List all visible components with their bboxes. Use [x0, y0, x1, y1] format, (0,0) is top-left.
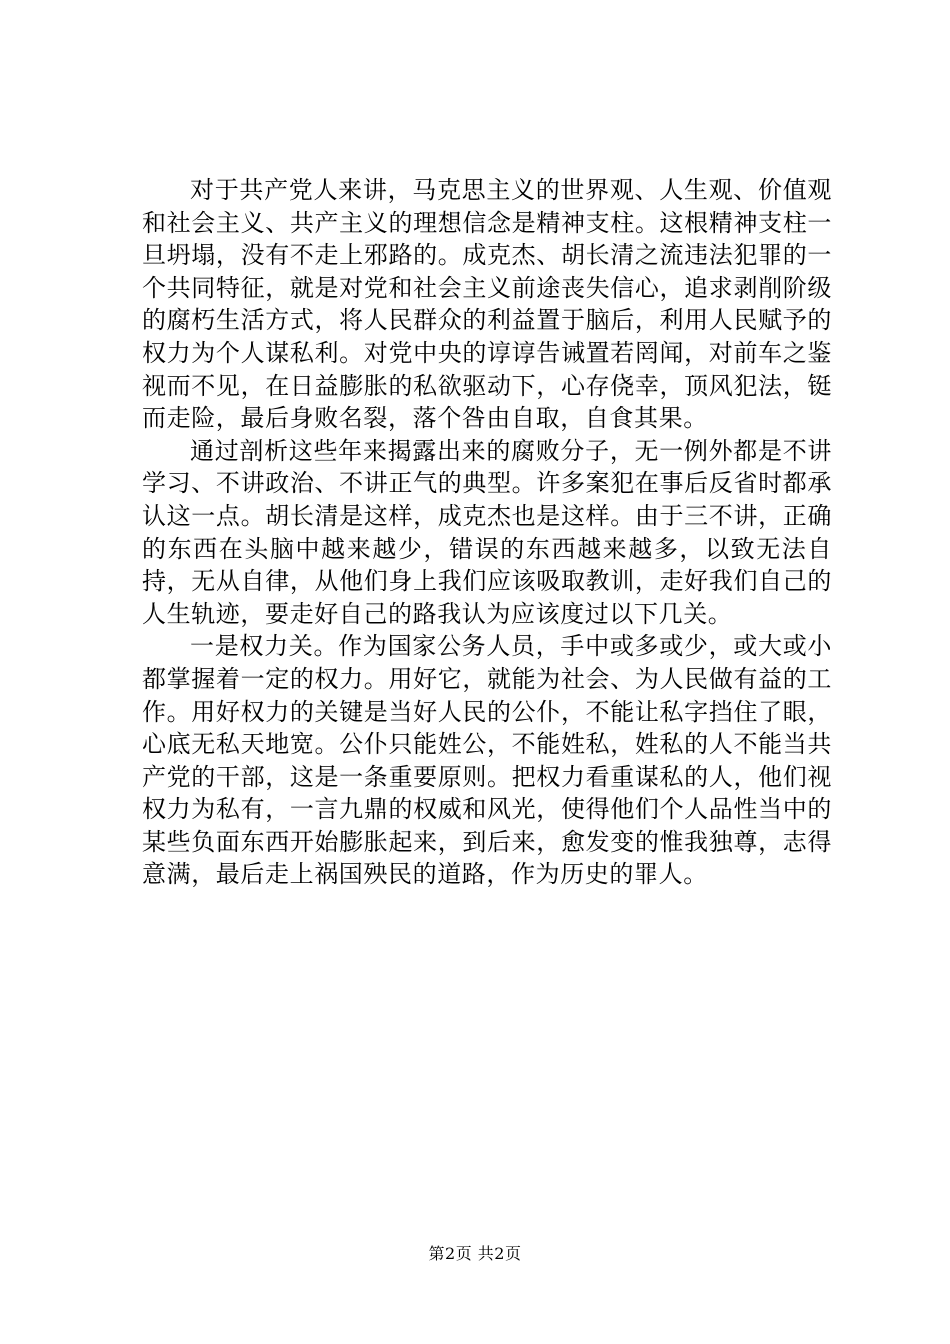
paragraph-lessons: 通过剖析这些年来揭露出来的腐败分子，无一例外都是不讲学习、不讲政治、不讲正气的典型。许多案犯在事后反省时都承认这一点。胡长清是这样，成克杰也是这样。由于三不讲，正确的东西在头脑中越来越少，错误的东西越来越多，以致无法自持，无从自律，从他们身上我们应该吸取教训，走好我们自己的人生轨迹，要走好自己的路我认为应该度过以下几关。 — [142, 436, 832, 628]
page-number-footer: 第2页 共2页 — [428, 1244, 522, 1263]
paragraph-ideals: 对于共产党人来讲，马克思主义的世界观、人生观、价值观和社会主义、共产主义的理想信念是精神支柱。这根精神支柱一旦坍塌，没有不走上邪路的。成克杰、胡长清之流违法犯罪的一个共同特征，就是对党和社会主义前途丧失信心，追求剥削阶级的腐朽生活方式，将人民群众的利益置于脑后，利用人民赋予的权力为个人谋私利。对党中央的谆谆告诫置若罔闻，对前车之鉴视而不见，在日益膨胀的私欲驱动下，心存侥幸，顶风犯法，铤而走险，最后身败名裂，落个咎由自取，自食其果。 — [142, 176, 832, 433]
paragraph-power: 一是权力关。作为国家公务人员，手中或多或少，或大或小都掌握着一定的权力。用好它，就能为社会、为人民做有益的工作。用好权力的关键是当好人民的公仆，不能让私字挡住了眼，心底无私天地宽。公仆只能姓公，不能姓私，姓私的人不能当共产党的干部，这是一条重要原则。把权力看重谋私的人，他们视权力为私有，一言九鼎的权威和风光，使得他们个人品性当中的某些负面东西开始膨胀起来，到后来，愈发变的惟我独尊，志得意满，最后走上祸国殃民的道路，作为历史的罪人。 — [142, 632, 832, 889]
document-body — [142, 174, 832, 891]
